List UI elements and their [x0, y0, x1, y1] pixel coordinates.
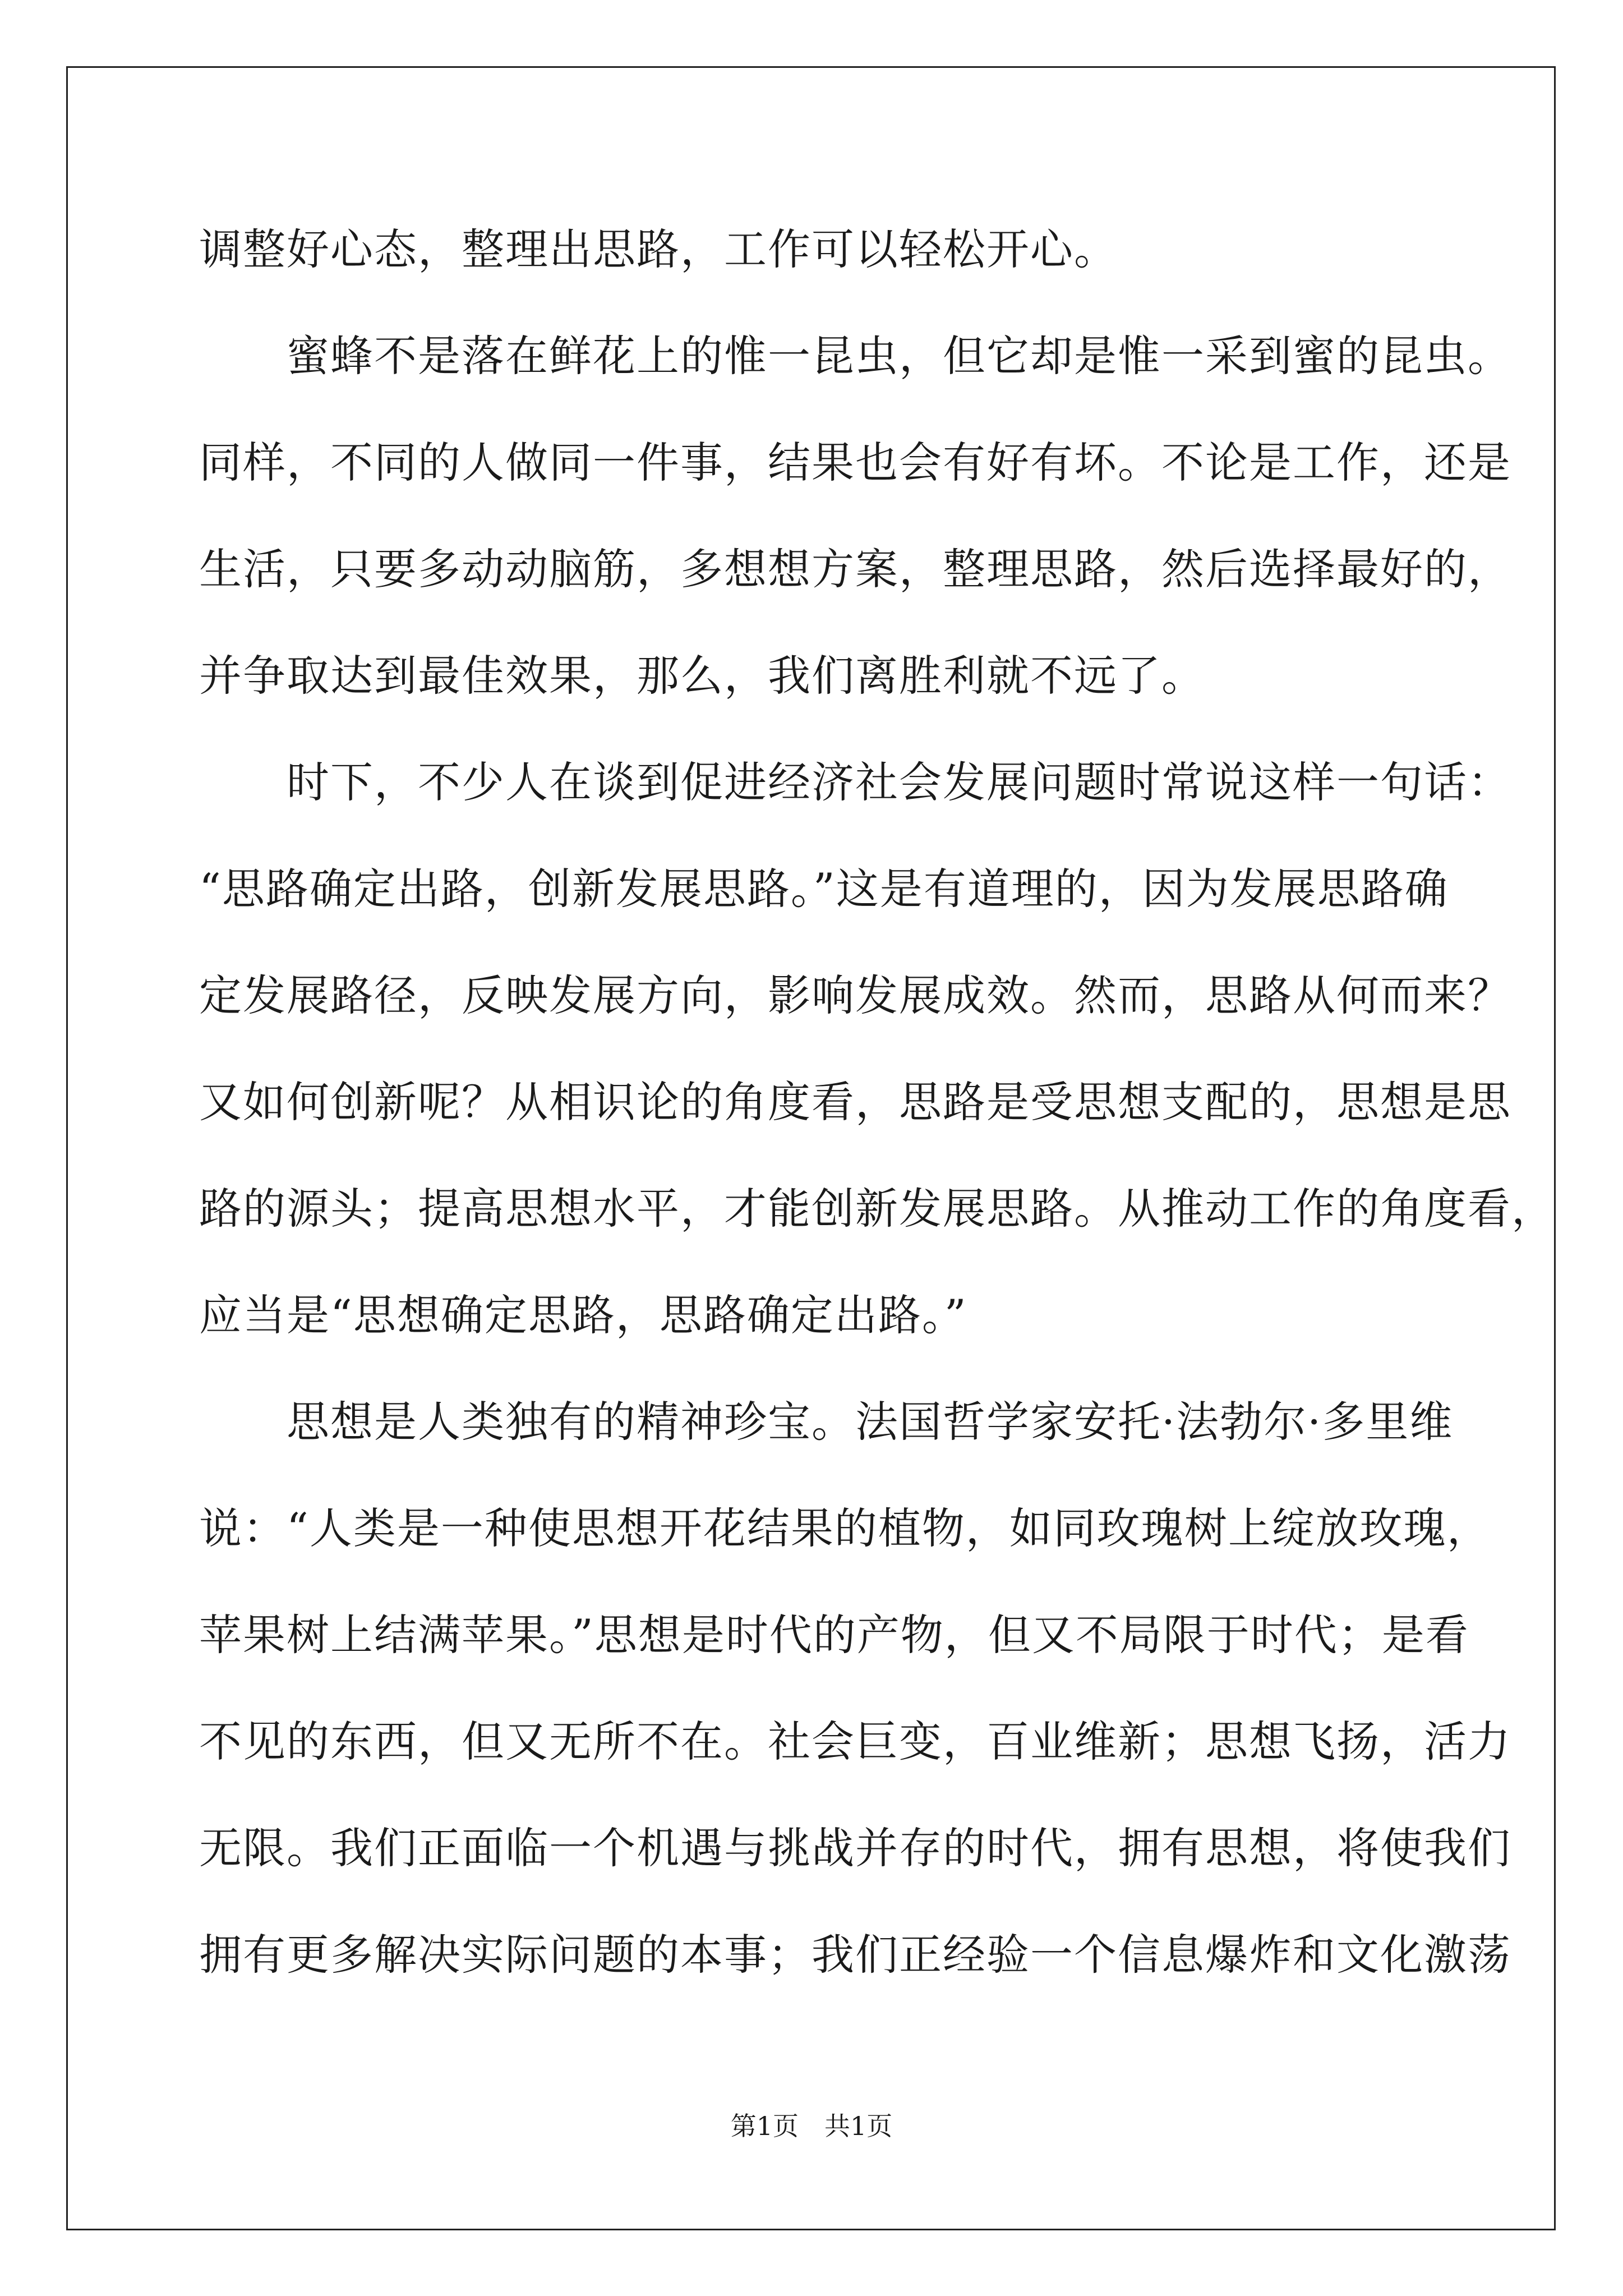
text-line: 应当是“思想确定思路，思路确定出路。”	[199, 1290, 967, 1340]
text-line: 苹果树上结满苹果。”思想是时代的产物，但又不局限于时代；是看	[199, 1610, 1469, 1660]
text-line: 同样，不同的人做同一件事，结果也会有好有坏。不论是工作，还是	[199, 438, 1511, 487]
text-line: 说：“人类是一种使思想开花结果的植物，如同玫瑰树上绽放玫瑰，	[199, 1503, 1491, 1553]
page-number-footer: 第1页 共1页	[730, 2111, 893, 2141]
text-line: 思想是人类独有的精神珍宝。法国哲学家安托·法勃尔·多里维	[199, 1397, 1454, 1447]
text-line: 无限。我们正面临一个机遇与挑战并存的时代，拥有思想，将使我们	[199, 1823, 1511, 1873]
text-line: 不见的东西，但又无所不在。社会巨变，百业维新；思想飞扬，活力	[199, 1717, 1511, 1766]
text-line: 生活，只要多动动脑筋，多想想方案，整理思路，然后选择最好的，	[199, 544, 1511, 594]
text-line: 并争取达到最佳效果，那么，我们离胜利就不远了。	[199, 651, 1205, 701]
text-line: 调整好心态，整理出思路，工作可以轻松开心。	[199, 224, 1118, 274]
text-line: 拥有更多解决实际问题的本事；我们正经验一个信息爆炸和文化激荡	[199, 1930, 1511, 1980]
text-line: 路的源头；提高思想水平，才能创新发展思路。从推动工作的角度看，	[199, 1184, 1555, 1234]
page-border	[66, 66, 1556, 2230]
text-line: “思路确定出路，创新发展思路。”这是有道理的，因为发展思路确	[199, 864, 1449, 914]
text-line: 蜜蜂不是落在鲜花上的惟一昆虫，但它却是惟一采到蜜的昆虫。	[199, 331, 1511, 381]
text-line: 定发展路径，反映发展方向，影响发展成效。然而，思路从何而来？	[199, 970, 1511, 1020]
text-line: 时下，不少人在谈到促进经济社会发展问题时常说这样一句话：	[199, 757, 1511, 807]
text-line: 又如何创新呢？从相识论的角度看，思路是受思想支配的，思想是思	[199, 1077, 1511, 1127]
